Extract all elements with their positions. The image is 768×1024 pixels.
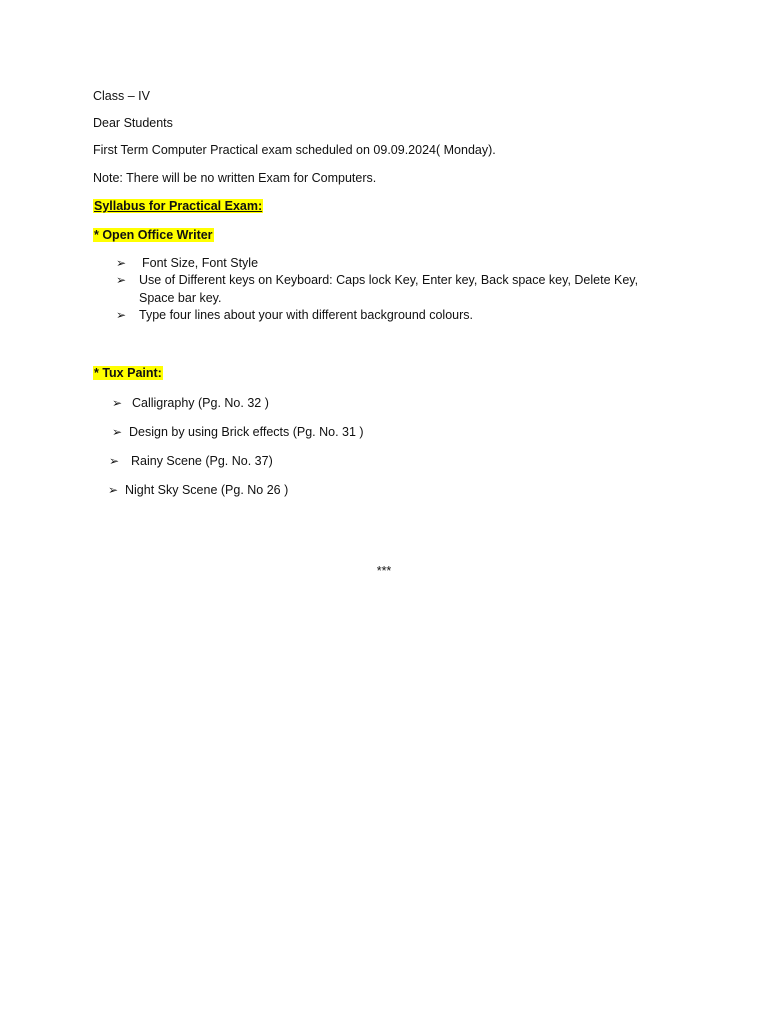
list-item-text: Design by using Brick effects (Pg. No. 31 ): [129, 425, 364, 439]
writer-heading: [93, 227, 214, 243]
list-item-text: Font Size, Font Style: [142, 256, 259, 270]
writer-heading-text: * Open Office Writer: [94, 228, 213, 242]
arrowhead-bullet-icon: ➢: [116, 273, 127, 287]
syllabus-heading-text: Syllabus for Practical Exam:: [94, 199, 263, 213]
note: Note: There will be no written Exam for Computers.: [93, 171, 377, 185]
arrowhead-bullet-icon: ➢: [116, 256, 127, 270]
end-mark: ***: [376, 564, 392, 578]
arrow-bullet-icon: ➢: [108, 483, 119, 497]
list-item-text: Use of Different keys on Keyboard: Caps lock Key, Enter key, Back space key, Delete Key,: [139, 273, 639, 287]
arrow-bullet-icon: ➢: [112, 396, 123, 410]
arrow-bullet-icon: ➢: [112, 425, 123, 439]
syllabus-heading: [93, 198, 263, 214]
list-item-text: Night Sky Scene (Pg. No 26 ): [125, 483, 289, 497]
announcement: First Term Computer Practical exam scheduled on 09.09.2024( Monday).: [93, 143, 496, 157]
list-item-text: Calligraphy (Pg. No. 32 ): [132, 396, 269, 410]
list-item-text: Type four lines about your with different background colours.: [139, 308, 473, 322]
greeting: Dear Students: [93, 116, 173, 130]
tux-heading-text: * Tux Paint:: [94, 366, 162, 380]
list-item-text: Rainy Scene (Pg. No. 37): [131, 454, 273, 468]
list-item-continuation: Space bar key.: [139, 291, 222, 305]
class-label: Class – IV: [93, 89, 150, 103]
arrowhead-bullet-icon: ➢: [116, 308, 127, 322]
tux-heading: [93, 365, 163, 381]
arrow-bullet-icon: ➢: [109, 454, 120, 468]
